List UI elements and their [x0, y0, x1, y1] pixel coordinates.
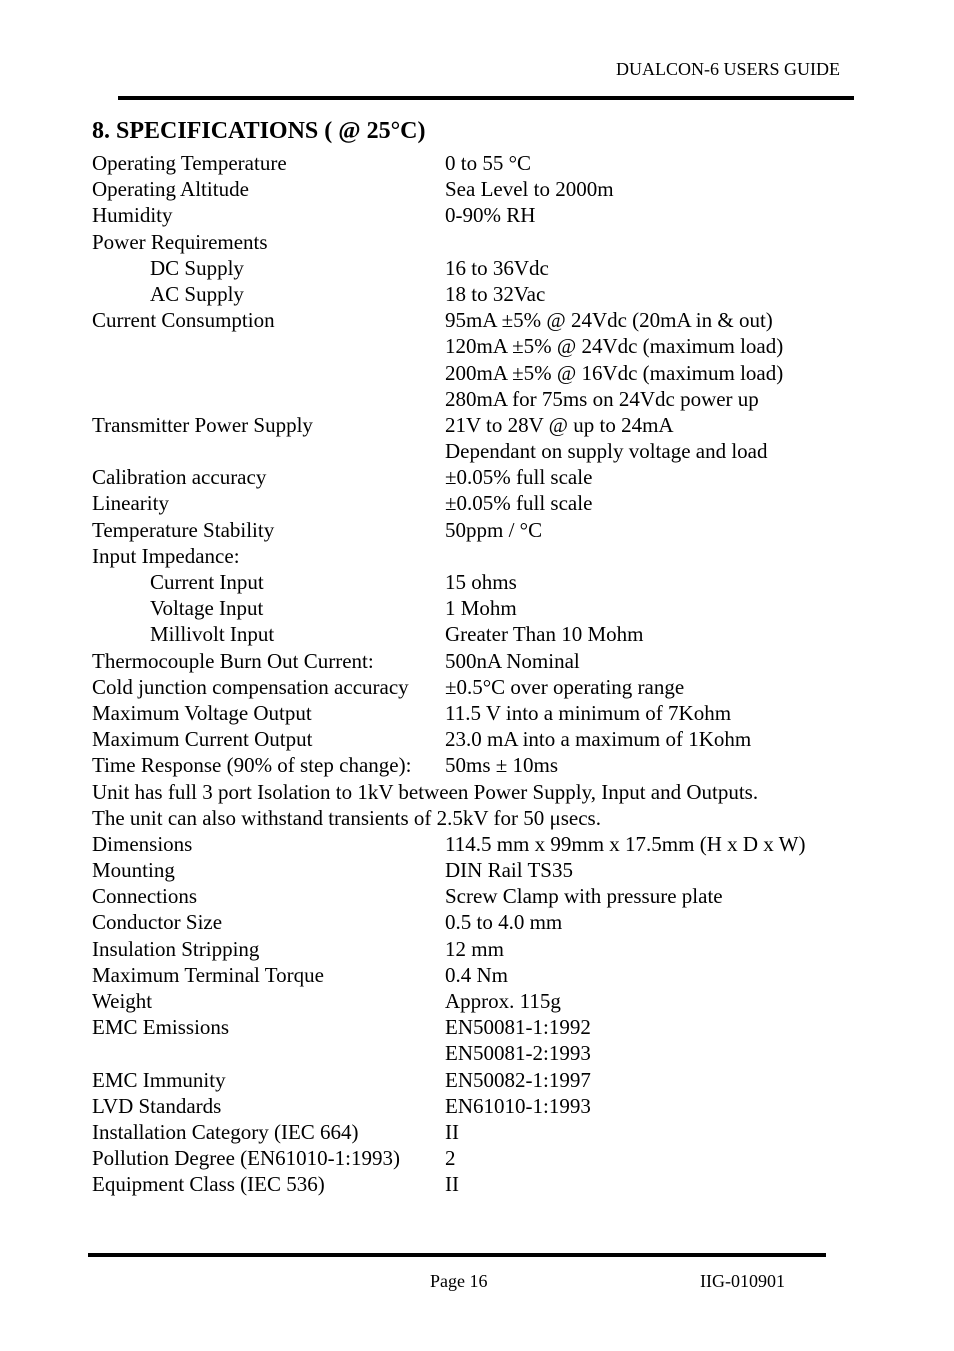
spec-value: EN50082-1:1997 [445, 1067, 591, 1092]
spec-note: Unit has full 3 port Isolation to 1kV between Power Supply, Input and Outputs. [92, 779, 759, 804]
spec-row [92, 1093, 852, 1119]
spec-value: 11.5 V into a minimum of 7Kohm [445, 700, 732, 725]
spec-value: II [445, 1172, 459, 1197]
spec-label: DC Supply [150, 255, 244, 280]
spec-value [445, 543, 852, 569]
spec-row [92, 202, 852, 228]
spec-label: Dimensions [92, 831, 193, 856]
spec-row [92, 936, 852, 962]
document-id: IIG-010901 [700, 1271, 785, 1291]
spec-row [92, 1119, 852, 1145]
spec-value: 200mA ±5% @ 16Vdc (maximum load) [445, 360, 784, 385]
spec-label: Linearity [92, 491, 169, 516]
spec-value: 0-90% RH [445, 203, 536, 228]
spec-value: ±0.5°C over operating range [445, 674, 685, 699]
spec-row [92, 700, 852, 726]
spec-label: Power Requirements [92, 229, 268, 254]
spec-row [92, 281, 852, 307]
spec-value [445, 229, 852, 255]
spec-label: Time Response (90% of step change): [92, 753, 412, 778]
spec-value: Dependant on supply voltage and load [445, 439, 768, 464]
spec-value: 23.0 mA into a maximum of 1Kohm [445, 727, 752, 752]
spec-value: EN50081-1:1992 [445, 1015, 591, 1040]
spec-value: 2 [445, 1146, 456, 1171]
spec-value: 0.4 Nm [445, 962, 508, 987]
spec-label: Current Consumption [92, 308, 275, 333]
spec-label: Calibration accuracy [92, 465, 267, 490]
spec-value: 50ms ± 10ms [445, 753, 559, 778]
specifications-list [92, 150, 852, 1198]
spec-value: 0.5 to 4.0 mm [445, 910, 563, 935]
spec-label: Maximum Voltage Output [92, 700, 312, 725]
spec-label: EMC Emissions [92, 1015, 230, 1040]
spec-note: The unit can also withstand transients of 2.5kV for 50 μsecs. [92, 805, 601, 830]
spec-label: Cold junction compensation accuracy [92, 674, 409, 699]
spec-row [92, 1040, 852, 1066]
spec-label: Humidity [92, 203, 173, 228]
spec-value: 1 Mohm [445, 596, 517, 621]
spec-label: Input Impedance: [92, 543, 240, 568]
spec-row [92, 386, 852, 412]
spec-label: EMC Immunity [92, 1067, 226, 1092]
spec-row [92, 752, 852, 778]
spec-label: Mounting [92, 858, 175, 883]
spec-value: DIN Rail TS35 [445, 858, 573, 883]
spec-label [92, 333, 445, 359]
spec-row [92, 1171, 852, 1197]
spec-row [92, 176, 852, 202]
spec-label: Voltage Input [150, 596, 264, 621]
spec-label: Connections [92, 884, 197, 909]
spec-label: Installation Category (IEC 664) [92, 1119, 359, 1144]
spec-row [92, 490, 852, 516]
section-title: 8. SPECIFICATIONS ( @ 25°C) [92, 118, 426, 144]
spec-row [92, 883, 852, 909]
spec-row [92, 1067, 852, 1093]
spec-label: Conductor Size [92, 910, 223, 935]
spec-label: Equipment Class (IEC 536) [92, 1172, 325, 1197]
spec-row [92, 360, 852, 386]
footer-rule [88, 1253, 826, 1257]
spec-row [92, 595, 852, 621]
spec-label: AC Supply [150, 281, 244, 306]
spec-value: Screw Clamp with pressure plate [445, 884, 723, 909]
spec-row [92, 674, 852, 700]
spec-value: 280mA for 75ms on 24Vdc power up [445, 386, 759, 411]
spec-value: Approx. 115g [445, 989, 561, 1013]
spec-value: 15 ohms [445, 570, 517, 594]
spec-row [92, 412, 852, 438]
spec-row [92, 569, 852, 595]
spec-value: II [445, 1119, 459, 1144]
spec-value: 0 to 55 °C [445, 151, 531, 175]
spec-label: LVD Standards [92, 1093, 222, 1118]
spec-row [92, 962, 852, 988]
spec-value: 120mA ±5% @ 24Vdc (maximum load) [445, 334, 784, 359]
spec-label: Millivolt Input [150, 622, 275, 647]
spec-value: Sea Level to 2000m [445, 177, 614, 202]
spec-row [92, 307, 852, 333]
spec-label: Weight [92, 989, 153, 1013]
spec-value: EN50081-2:1993 [445, 1041, 591, 1066]
spec-label: Maximum Terminal Torque [92, 962, 324, 987]
spec-label: Operating Temperature [92, 151, 287, 175]
spec-label: Maximum Current Output [92, 727, 313, 752]
spec-label [92, 360, 445, 386]
spec-label: Temperature Stability [92, 517, 275, 542]
spec-value: 16 to 36Vdc [445, 255, 549, 280]
spec-label [92, 386, 445, 412]
spec-label: Current Input [150, 570, 264, 594]
spec-row [92, 150, 852, 176]
spec-row [92, 1014, 852, 1040]
spec-value: 12 mm [445, 936, 504, 961]
spec-row [92, 648, 852, 674]
header-rule [118, 96, 854, 100]
spec-row [92, 438, 852, 464]
spec-row [92, 726, 852, 752]
spec-row [92, 255, 852, 281]
spec-row [92, 333, 852, 359]
spec-label: Operating Altitude [92, 177, 249, 202]
spec-label: Pollution Degree (EN61010-1:1993) [92, 1146, 400, 1171]
spec-value: ±0.05% full scale [445, 465, 593, 490]
spec-row [92, 909, 852, 935]
spec-value: ±0.05% full scale [445, 491, 593, 516]
spec-row [92, 857, 852, 883]
spec-value: 95mA ±5% @ 24Vdc (20mA in & out) [445, 308, 773, 333]
spec-row [92, 464, 852, 490]
spec-label: Insulation Stripping [92, 936, 260, 961]
spec-value: EN61010-1:1993 [445, 1093, 591, 1118]
page-number: Page 16 [430, 1271, 488, 1291]
running-header: DUALCON-6 USERS GUIDE [616, 59, 840, 79]
spec-row [92, 1145, 852, 1171]
spec-value: 114.5 mm x 99mm x 17.5mm (H x D x W) [445, 831, 806, 856]
spec-label [92, 1040, 445, 1066]
spec-row [92, 229, 852, 255]
spec-value: 500nA Nominal [445, 648, 580, 673]
spec-row [92, 517, 852, 543]
spec-label: Transmitter Power Supply [92, 412, 313, 437]
spec-value: 21V to 28V @ up to 24mA [445, 412, 674, 437]
spec-row [92, 621, 852, 647]
spec-value: 50ppm / °C [445, 517, 543, 542]
spec-row [92, 831, 852, 857]
spec-row [92, 543, 852, 569]
spec-value: Greater Than 10 Mohm [445, 622, 644, 647]
spec-label [92, 438, 445, 464]
spec-value: 18 to 32Vac [445, 281, 546, 306]
spec-label: Thermocouple Burn Out Current: [92, 648, 374, 673]
spec-row [92, 988, 852, 1014]
